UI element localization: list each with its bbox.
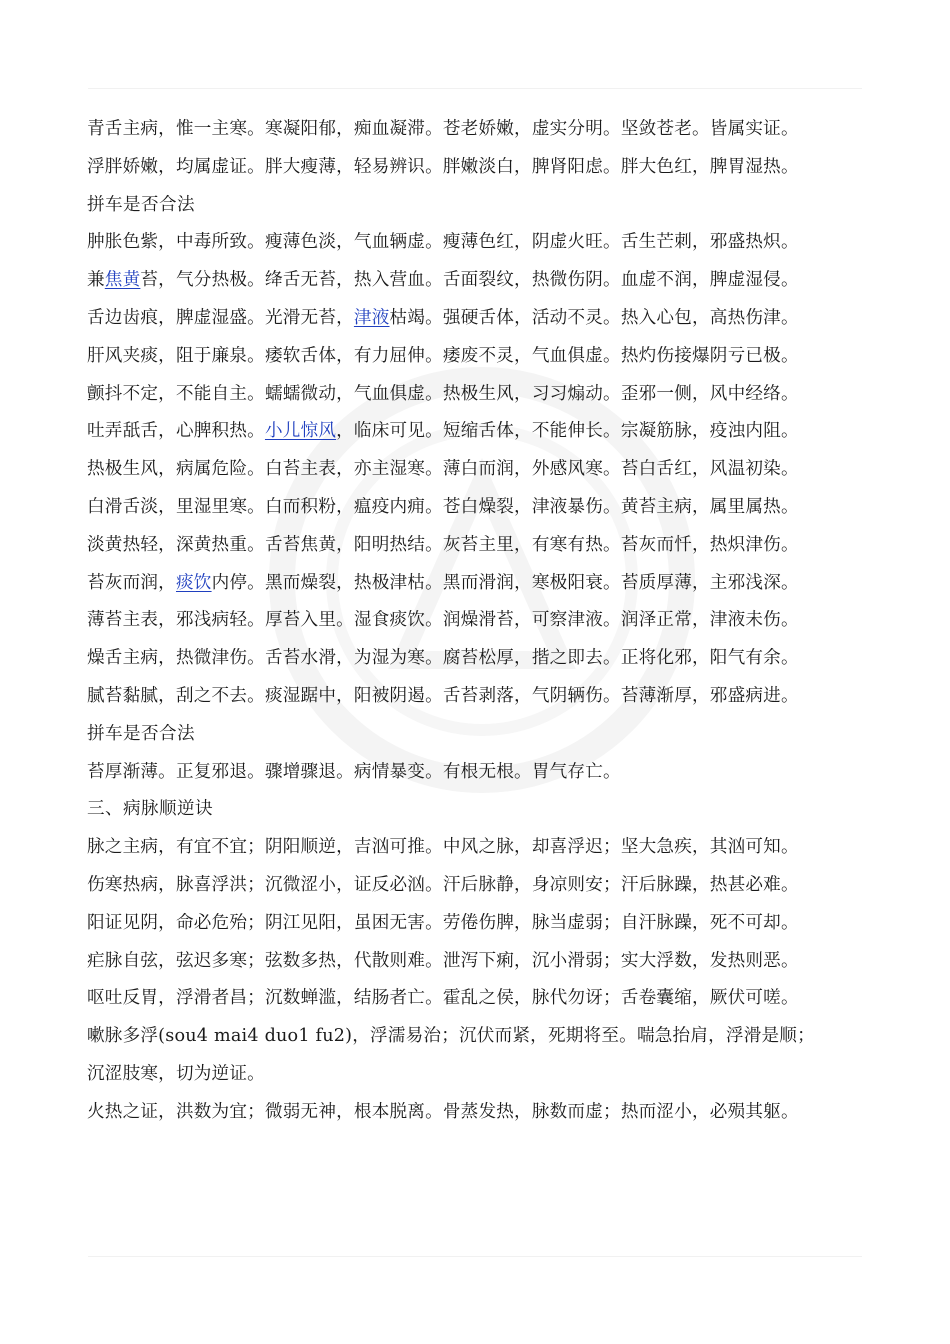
line-text: 脉之主病，有宜不宜；阴阳顺逆，吉汹可推。中风之脉，却喜浮迟；坚大急疾，其汹可知。 xyxy=(87,837,799,858)
line-text: 三、病脉顺逆诀 xyxy=(87,799,213,820)
verse-line xyxy=(87,1056,862,1094)
verse-line xyxy=(87,338,862,376)
verse-line xyxy=(87,1018,862,1056)
verse-line xyxy=(87,149,862,187)
line-text: 疟脉自弦，弦迟多寒；弦数多热，代散则难。泄泻下痢，沉小滑弱；实大浮数，发热则恶。 xyxy=(87,950,799,971)
line-text: 白滑舌淡，里湿里寒。白而积粉，瘟疫内痈。苍白燥裂，津液暴伤。黄苔主病，属里属热。 xyxy=(87,496,799,517)
verse-line xyxy=(87,1094,862,1132)
verse-line xyxy=(87,640,862,678)
line-text: 颤抖不定，不能自主。蠕蠕微动，气血俱虚。热极生风，习习煽动。歪邪一侧，风中经络。 xyxy=(87,383,799,404)
term-link[interactable]: 津液 xyxy=(353,307,390,328)
line-text: 阳证见阴，命必危殆；阴江见阳，虽困无害。劳倦伤脾，脉当虚弱；自汗脉躁，死不可却。 xyxy=(87,912,799,933)
verse-line xyxy=(87,980,862,1018)
verse-line xyxy=(87,300,862,338)
line-text: 呕吐反胃，浮滑者昌；沉数蝉滥，结肠者亡。霍乱之侯，脉代勿讶；舌卷囊缩，厥伏可嗟。 xyxy=(87,988,799,1009)
line-text: 内停。黑而燥裂，热极津枯。黑而滑润，寒极阳衰。苔质厚薄，主邪浅深。 xyxy=(211,572,799,593)
line-text: 苔灰而润， xyxy=(87,572,176,593)
line-text: 伤寒热病，脉喜浮洪；沉微涩小，证反必汹。汗后脉静，身凉则安；汗后脉躁，热甚必难。 xyxy=(87,874,799,895)
line-text: 火热之证，洪数为宜；微弱无神，根本脱离。骨蒸发热，脉数而虚；热而涩小，必殒其躯。 xyxy=(87,1101,799,1122)
verse-line xyxy=(87,489,862,527)
verse-line xyxy=(87,565,862,603)
verse-line xyxy=(87,905,862,943)
verse-line xyxy=(87,678,862,716)
verse-line xyxy=(87,943,862,981)
verse-line xyxy=(87,376,862,414)
line-text: 吐弄舐舌，心脾积热。 xyxy=(87,421,265,442)
header-rule xyxy=(88,88,862,89)
line-text: 薄苔主表，邪浅病轻。厚苔入里。湿食痰饮。润燥滑苔，可察津液。润泽正常，津液未伤。 xyxy=(87,610,799,631)
line-text: 沉涩肢寒，切为逆证。 xyxy=(87,1063,265,1084)
line-text: 苔，气分热极。绛舌无苔，热入营血。舌面裂纹，热微伤阴。血虚不润，脾虚湿侵。 xyxy=(140,270,799,291)
line-text: 苔厚渐薄。正复邪退。骤增骤退。病情暴变。有根无根。胃气存亡。 xyxy=(87,761,621,782)
verse-line xyxy=(87,754,862,792)
verse-line xyxy=(87,413,862,451)
line-text: 拼车是否合法 xyxy=(87,723,195,744)
line-text: 肝风夹痰，阻于廉泉。痿软舌体，有力屈伸。痿废不灵，气血俱虚。热灼伤接爆阴亏已极。 xyxy=(87,345,799,366)
section-heading xyxy=(87,187,862,225)
verse-line xyxy=(87,829,862,867)
verse-line xyxy=(87,867,862,905)
verse-line xyxy=(87,602,862,640)
line-text: 燥舌主病，热微津伤。舌苔水滑，为湿为寒。腐苔松厚，揩之即去。正将化邪，阳气有余。 xyxy=(87,648,799,669)
term-link[interactable]: 焦黄 xyxy=(104,270,141,291)
line-text: 舌边齿痕，脾虚湿盛。光滑无苔， xyxy=(87,307,354,328)
line-text: 肿胀色紫，中毒所致。瘦薄色淡，气血辆虚。瘦薄色红，阴虚火旺。舌生芒刺，邪盛热炽。 xyxy=(87,232,799,253)
verse-line xyxy=(87,111,862,149)
term-link[interactable]: 痰饮 xyxy=(175,572,212,593)
verse-line xyxy=(87,262,862,300)
line-text: 热极生风，病属危险。白苔主表，亦主湿寒。薄白而润，外感风寒。苔白舌红，风温初染。 xyxy=(87,459,799,480)
footer-rule xyxy=(88,1256,862,1257)
document-body xyxy=(87,111,862,1132)
line-text: 枯竭。强硬舌体，活动不灵。热入心包，高热伤津。 xyxy=(389,307,799,328)
line-text: 青舌主病，惟一主寒。寒凝阳郁，痴血凝滞。苍老娇嫩，虚实分明。坚敛苍老。皆属实证。 xyxy=(87,119,799,139)
verse-line xyxy=(87,451,862,489)
line-text: ，临床可见。短缩舌体，不能伸长。宗凝筋脉，疫浊内阻。 xyxy=(336,421,799,442)
line-text: 拼车是否合法 xyxy=(87,194,195,215)
line-text: 淡黄热轻，深黄热重。舌苔焦黄，阳明热结。灰苔主里，有寒有热。苔灰而忏，热炽津伤。 xyxy=(87,534,799,555)
line-text: 兼 xyxy=(87,270,105,291)
verse-line xyxy=(87,224,862,262)
line-text: 嗽脉多浮(sou4 mai4 duo1 fu2)，浮濡易治；沉伏而紧，死期将至。喘急抬肩，浮滑是顺； xyxy=(87,1026,815,1047)
line-text: 腻苔黏腻，刮之不去。痰湿踞中，阳被阴遏。舌苔剥落，气阴辆伤。苔薄渐厚，邪盛病进。 xyxy=(87,685,799,706)
line-text: 浮胖娇嫩，均属虚证。胖大瘦薄，轻易辨识。胖嫩淡白，脾肾阳虑。胖大色红，脾胃湿热。 xyxy=(87,156,799,177)
verse-line xyxy=(87,527,862,565)
section-heading xyxy=(87,791,862,829)
term-link[interactable]: 小儿惊风 xyxy=(264,421,337,442)
section-heading xyxy=(87,716,862,754)
